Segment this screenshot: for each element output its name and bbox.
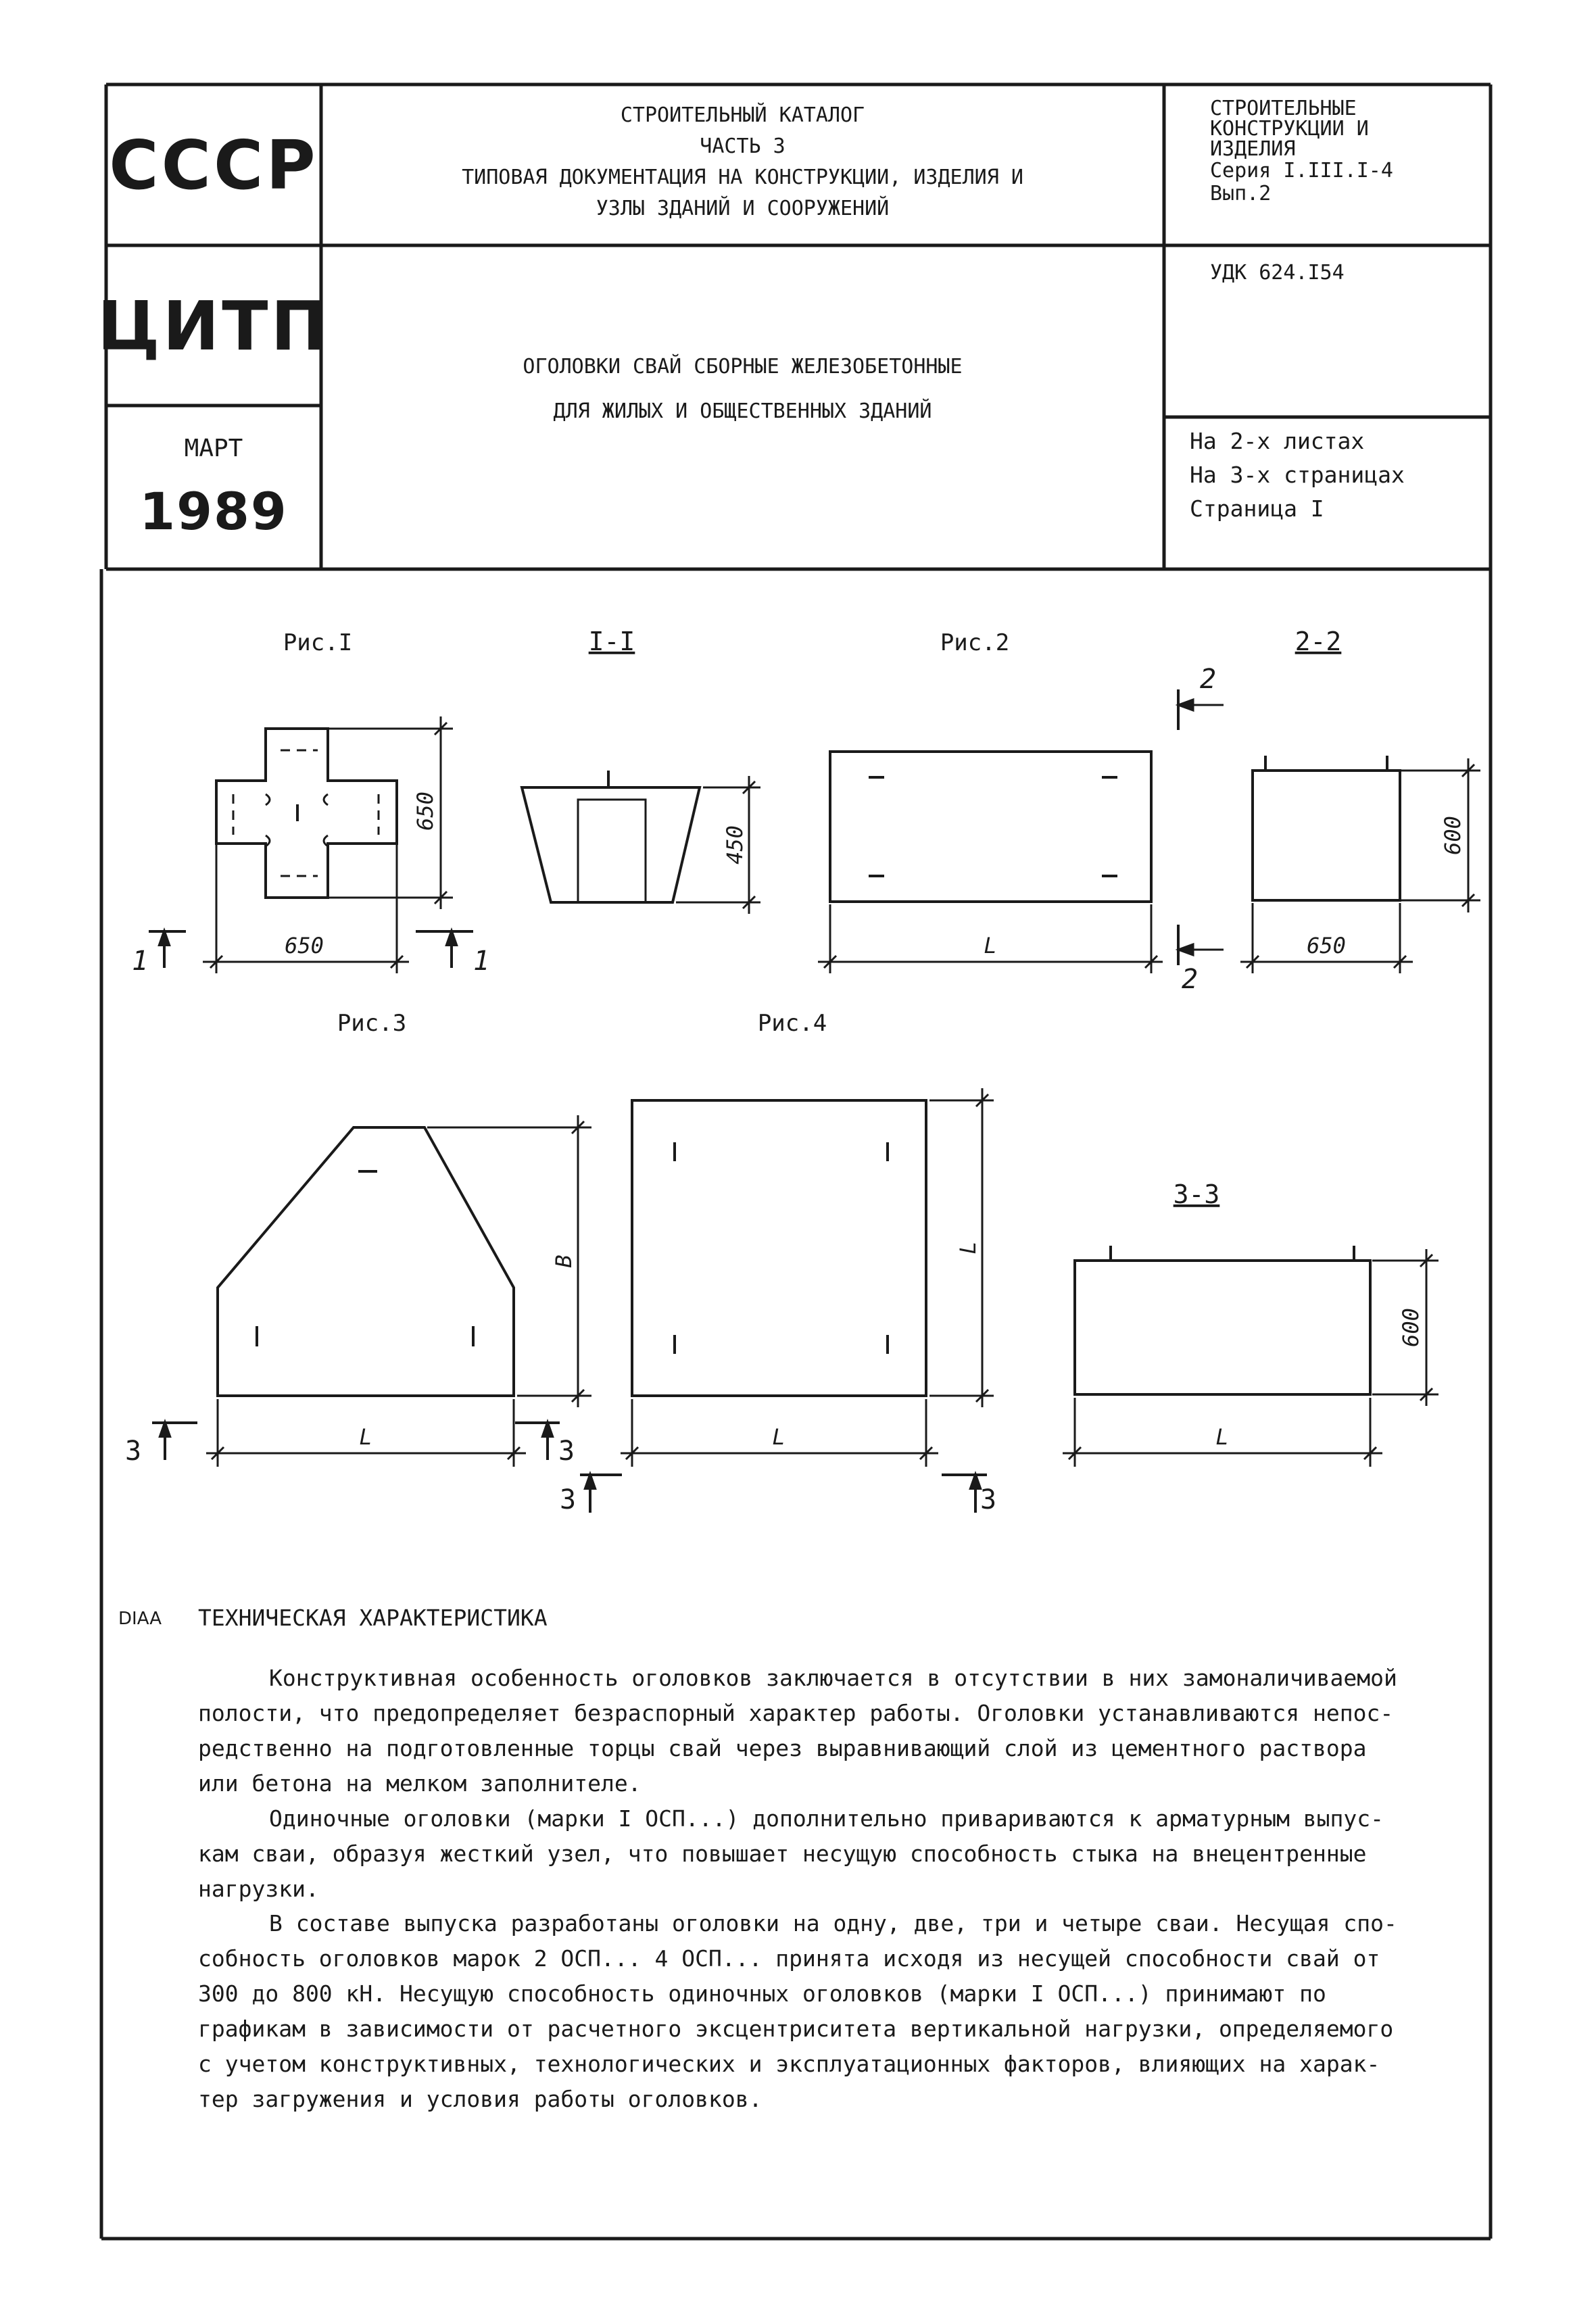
fig1-label: Рис.I <box>283 629 353 656</box>
dim-fig3-width: L <box>359 1424 372 1450</box>
paragraph-2 <box>198 1801 1482 1907</box>
dim-sec3-height: 600 <box>1398 1308 1424 1347</box>
text-line: кам сваи, образуя жесткий узел, что повышает несущую способность стыка на внецентренные <box>198 1841 1367 1867</box>
cut-3-c: 3 <box>560 1484 577 1515</box>
section2-view <box>1240 756 1480 973</box>
fig4-label: Рис.4 <box>757 1010 827 1037</box>
text-line: Конструктивная особенность оголовков заключается в отсутствии в них замоналичиваемой <box>269 1665 1397 1691</box>
text-line: с учетом конструктивных, технологических и эксплуатационных факторов, влияющих на харак- <box>198 2051 1380 2077</box>
fig4-plan <box>621 1088 994 1467</box>
dim-sec2-height: 600 <box>1440 816 1466 855</box>
section3-label: 3-3 <box>1173 1179 1220 1209</box>
cut-2-top: 2 <box>1200 664 1217 695</box>
fig3-plan <box>206 1115 591 1467</box>
title-line: ДЛЯ ЖИЛЫХ И ОБЩЕСТВЕННЫХ ЗДАНИЙ <box>553 399 932 423</box>
series-line: ИЗДЕЛИЯ <box>1210 137 1296 161</box>
dim-fig4-width: L <box>772 1424 785 1450</box>
dim-fig1-height: 650 <box>412 791 438 831</box>
text-line: нагрузки. <box>198 1876 319 1902</box>
catalog-line: ТИПОВАЯ ДОКУМЕНТАЦИЯ НА КОНСТРУКЦИИ, ИЗДЕЛИЯ И <box>462 166 1023 189</box>
paragraph-3 <box>198 1906 1482 2117</box>
udk-code: УДК 624.I54 <box>1210 261 1345 285</box>
sheets-count: На 2-х листах <box>1190 428 1365 454</box>
dim-sec2-width: 650 <box>1307 933 1346 958</box>
text-line: В составе выпуска разработаны оголовки на одну, две, три и четыре сваи. Несущая спо- <box>269 1910 1397 1936</box>
org-citp: ЦИТП <box>97 286 331 366</box>
org-ussr: СССР <box>109 125 318 205</box>
series-line: Вып.2 <box>1210 182 1272 205</box>
dim-fig1-width: 650 <box>285 933 324 958</box>
cut-1-right: 1 <box>473 946 490 977</box>
fig3-label: Рис.3 <box>337 1010 407 1037</box>
date-month: МАРТ <box>184 435 243 462</box>
section-title: ТЕХНИЧЕСКАЯ ХАРАКТЕРИСТИКА <box>198 1605 548 1631</box>
title-line: ОГОЛОВКИ СВАЙ СБОРНЫЕ ЖЕЛЕЗОБЕТОННЫЕ <box>523 355 963 379</box>
fig2-view <box>818 689 1224 973</box>
section3-view <box>1063 1246 1438 1467</box>
text-line: редственно на подготовленные торцы свай через выравнивающий слой из цементного раствора <box>198 1735 1367 1761</box>
text-line: собность оголовков марок 2 ОСП... 4 ОСП... принята исходя из несущей способности свай от <box>198 1945 1380 1972</box>
text-line: Одиночные оголовки (марки I ОСП...) дополнительно привариваются к арматурным выпус- <box>269 1805 1384 1832</box>
text-line: 300 до 800 кН. Несущую способность одиночных оголовков (марки I ОСП...) принимают по <box>198 1980 1326 2007</box>
catalog-line: СТРОИТЕЛЬНЫЙ КАТАЛОГ <box>620 103 865 127</box>
dim-sec3-width: L <box>1215 1424 1229 1450</box>
section1-label: I-I <box>588 627 635 656</box>
series-line: СТРОИТЕЛЬНЫЕ <box>1210 97 1357 120</box>
paragraph-1 <box>198 1661 1482 1801</box>
pages-count: На 3-х страницах <box>1190 462 1405 488</box>
dim-fig4-height: L <box>955 1241 981 1254</box>
section-code: DIAA <box>118 1609 162 1629</box>
fig1-plan <box>203 716 453 973</box>
section2-label: 2-2 <box>1295 627 1342 656</box>
fig2-label: Рис.2 <box>940 629 1010 656</box>
cut-3-b: 3 <box>558 1436 575 1467</box>
date-year: 1989 <box>139 481 288 541</box>
cut-1-left: 1 <box>132 946 149 977</box>
dim-sec1-height: 450 <box>722 825 748 864</box>
text-line: полости, что предопределяет безраспорный характер работы. Оголовки устанавливаются непос- <box>198 1700 1394 1726</box>
dim-fig2-width: L <box>984 933 997 958</box>
page-number: Страница I <box>1190 495 1324 522</box>
series-line: Серия I.III.I-4 <box>1210 159 1393 182</box>
cut-2-bottom: 2 <box>1182 964 1199 995</box>
dim-fig3-height: B <box>551 1254 577 1268</box>
text-line: графикам в зависимости от расчетного эксцентриситета вертикальной нагрузки, определяемого <box>198 2016 1394 2042</box>
series-line: КОНСТРУКЦИИ И <box>1210 117 1369 141</box>
catalog-line: УЗЛЫ ЗДАНИЙ И СООРУЖЕНИЙ <box>596 197 890 220</box>
text-line: тер загружения и условия работы оголовков. <box>198 2086 763 2112</box>
catalog-line: ЧАСТЬ 3 <box>700 135 785 158</box>
cut-3-a: 3 <box>125 1436 142 1467</box>
text-line: или бетона на мелком заполнителе. <box>198 1770 642 1797</box>
cut-3-d: 3 <box>980 1484 997 1515</box>
